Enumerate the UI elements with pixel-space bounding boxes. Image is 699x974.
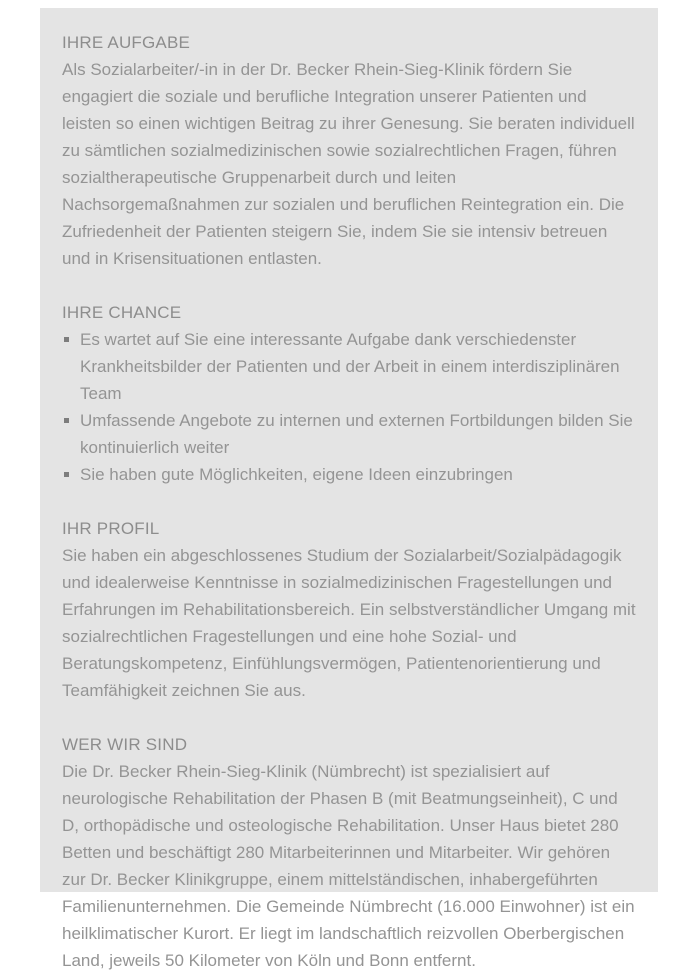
section-ihr-profil bbox=[62, 515, 638, 704]
section-paragraph: Die Dr. Becker Rhein-Sieg-Klinik (Nümbrecht) ist spezialisiert auf neurologische Rehabilitation der Phasen B (mit Beatmungseinheit), C und D, orthopädische und osteologische Rehabilitation. Unser Haus bietet 280 Betten und beschäftigt 280 Mitarbeiterinnen und Mitarbeiter. Wir gehören zur Dr. Becker Klinikgruppe, einem mittelständischen, inhabergeführten Familienunternehmen. Die Gemeinde Nümbrecht (16.000 Einwohner) ist ein heilklimatischer Kurort. Er liegt im landschaftlich reizvollen Oberbergischen Land, jeweils 50 Kilometer von Köln und Bonn entfernt. bbox=[62, 762, 635, 970]
list-item-text: Sie haben gute Möglichkeiten, eigene Ideen einzubringen bbox=[80, 465, 513, 484]
section-ihre-chance bbox=[62, 299, 638, 488]
square-bullet-icon bbox=[64, 418, 69, 423]
section-wer-wir-sind bbox=[62, 731, 638, 974]
sections bbox=[62, 29, 638, 974]
list-item-text: Es wartet auf Sie eine interessante Aufgabe dank verschiedenster Krankheitsbilder der Patienten und der Arbeit in einem interdisziplinären Team bbox=[80, 330, 620, 403]
job-posting-panel bbox=[40, 8, 658, 970]
list-item bbox=[62, 461, 638, 488]
list-item bbox=[62, 407, 638, 461]
section-heading: IHRE AUFGABE bbox=[62, 33, 191, 52]
square-bullet-icon bbox=[64, 337, 69, 342]
section-paragraph: Als Sozialarbeiter/-in in der Dr. Becker Rhein-Sieg-Klinik fördern Sie engagiert die soziale und berufliche Integration unserer Patienten und leisten so einen wichtigen Beitrag zu ihrer Genesung. Sie beraten individuell zu sämtlichen sozialmedizinischen sowie sozialrechtlichen Fragen, führen sozialtherapeutische Gruppenarbeit durch und leiten Nachsorgemaßnahmen zur sozialen und beruflichen Reintegration ein. Die Zufriedenheit der Patienten steigern Sie, indem Sie sie intensiv betreuen und in Krisensituationen entlasten. bbox=[62, 60, 635, 268]
square-bullet-icon bbox=[64, 472, 69, 477]
section-ihre-aufgabe bbox=[62, 29, 638, 272]
list-item bbox=[62, 326, 638, 407]
section-heading: WER WIR SIND bbox=[62, 735, 188, 754]
section-heading: IHRE CHANCE bbox=[62, 303, 182, 322]
section-paragraph: Sie haben ein abgeschlossenes Studium der Sozialarbeit/Sozialpädagogik und idealerweise Kenntnisse in sozialmedizinischen Fragestellungen und Erfahrungen im Rehabilitationsbereich. Ein selbstverständlicher Umgang mit sozialrechtlichen Fragestellungen und eine hohe Sozial- und Beratungskompetenz, Einfühlungsvermögen, Patientenorientierung und Teamfähigkeit zeichnen Sie aus. bbox=[62, 546, 636, 700]
list-item-text: Umfassende Angebote zu internen und externen Fortbildungen bilden Sie kontinuierlich weiter bbox=[80, 411, 633, 457]
bullet-list bbox=[62, 326, 638, 488]
section-heading: IHR PROFIL bbox=[62, 519, 160, 538]
